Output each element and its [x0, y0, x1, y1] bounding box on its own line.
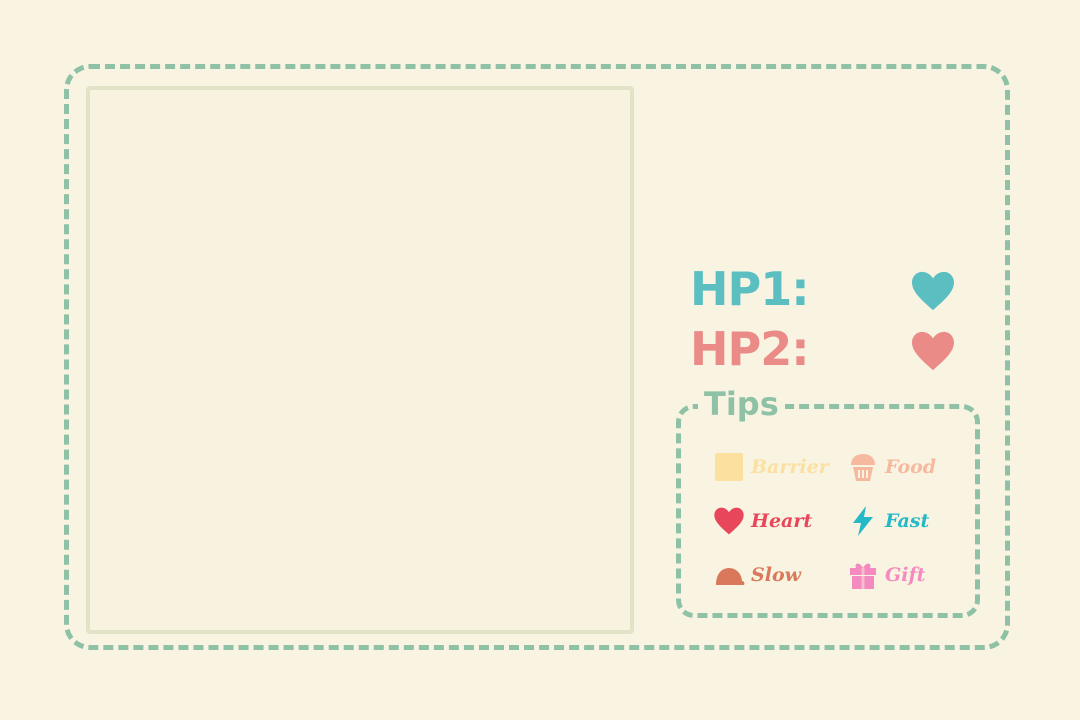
legend-item-heart: [713, 504, 812, 538]
hp1-heart-icon: [910, 270, 956, 312]
hp2-heart-icon: [910, 330, 956, 372]
legend-label-gift: Gift: [885, 564, 926, 586]
tips-title: Tips: [698, 384, 785, 424]
legend-label-barrier: Barrier: [751, 456, 829, 478]
heart-icon: [713, 505, 745, 537]
game-board[interactable]: [86, 86, 634, 634]
legend-item-fast: [847, 504, 929, 538]
legend-label-fast: Fast: [885, 510, 930, 532]
legend-label-food: Food: [885, 456, 937, 478]
turtle-icon: [713, 559, 745, 591]
legend-item-barrier: [713, 450, 829, 484]
legend-item-food: [847, 450, 936, 484]
hp2-label: HP2:: [690, 322, 809, 376]
legend-label-heart: Heart: [751, 510, 813, 532]
legend-item-gift: [847, 558, 925, 592]
square-icon: [713, 451, 745, 483]
legend-label-slow: Slow: [751, 564, 801, 586]
cupcake-icon: [847, 451, 879, 483]
lightning-icon: [847, 505, 879, 537]
gift-icon: [847, 559, 879, 591]
legend-item-slow: [713, 558, 801, 592]
hp1-label: HP1:: [690, 262, 809, 316]
